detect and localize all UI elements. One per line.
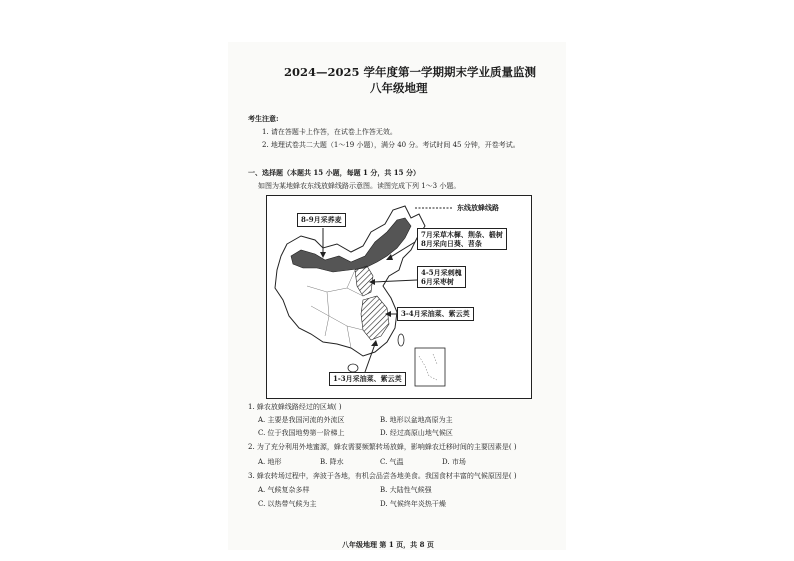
question-1-option-a: A. 主要是我国河流的外流区: [258, 416, 345, 424]
question-2-option-b: B. 降水: [320, 458, 344, 466]
question-3-stem: 3. 蜂农转场过程中，奔波于各地，有机会品尝各地美食。我国食材丰富的气候原因是( ): [248, 472, 517, 480]
question-1-option-b: B. 地形以盆地高原为主: [380, 416, 453, 424]
question-1-option-c: C. 位于我国地势第一阶梯上: [258, 429, 345, 437]
hainan-island: [348, 364, 358, 372]
route-label-3b: 6月采枣树: [421, 277, 454, 286]
question-2-option-d: D. 市场: [442, 458, 466, 466]
map-legend-label: 东线放蜂线路: [457, 203, 499, 212]
route-label-4: 3-4月采油菜、紫云英: [397, 307, 474, 321]
page-footer: 八年级地理 第 1 页，共 8 页: [342, 540, 434, 549]
question-1-option-d: D. 经过高原山地气候区: [380, 429, 453, 437]
south-china-sea-inset: [415, 348, 445, 386]
section-intro: 如图为某地蜂农东线放蜂线路示意图。读图完成下列 1～3 小题。: [258, 182, 461, 190]
page-subtitle: 八年级地理: [370, 81, 428, 95]
question-3-option-d: D. 气候终年炎热干燥: [380, 500, 446, 508]
notice-item-1: 1. 请在答题卡上作答，在试卷上作答无效。: [262, 128, 397, 136]
route-label-2b: 8月采向日葵、苕条: [421, 239, 482, 248]
route-label-2a: 7月采草木樨、荆条、椴树: [421, 230, 503, 239]
bee-route-map: [266, 195, 532, 399]
question-2-stem: 2. 为了充分利用外地蜜源，蜂农需要频繁转场放蜂，影响蜂农迁移时间的主要因素是( ): [248, 443, 517, 451]
route-label-3a: 4-5月采刺槐: [421, 268, 462, 277]
question-2-option-c: C. 气温: [380, 458, 404, 466]
page-title: 2024—2025 学年度第一学期期末学业质量监测: [284, 65, 537, 79]
notice-item-2: 2. 地理试卷共二大题（1～19 小题），满分 40 分。考试时间 45 分钟，开卷考试。: [262, 141, 520, 149]
question-3-option-c: C. 以热带气候为主: [258, 500, 317, 508]
taiwan-island: [398, 334, 404, 346]
question-3-option-a: A. 气候复杂多样: [258, 486, 310, 494]
route-label-1: 8-9月采荞麦: [297, 213, 346, 227]
question-2-option-a: A. 地形: [258, 458, 282, 466]
route-label-5: 1-3月采油菜、紫云英: [329, 372, 406, 386]
notice-heading: 考生注意:: [248, 114, 279, 123]
question-3-option-b: B. 大陆性气候强: [380, 486, 432, 494]
section-heading: 一、选择题（本题共 15 小题，每题 1 分，共 15 分）: [248, 168, 420, 177]
route-label-3: [417, 266, 466, 288]
question-1-stem: 1. 蜂农放蜂线路经过的区域( ): [248, 403, 342, 411]
route-label-2: [417, 228, 507, 250]
